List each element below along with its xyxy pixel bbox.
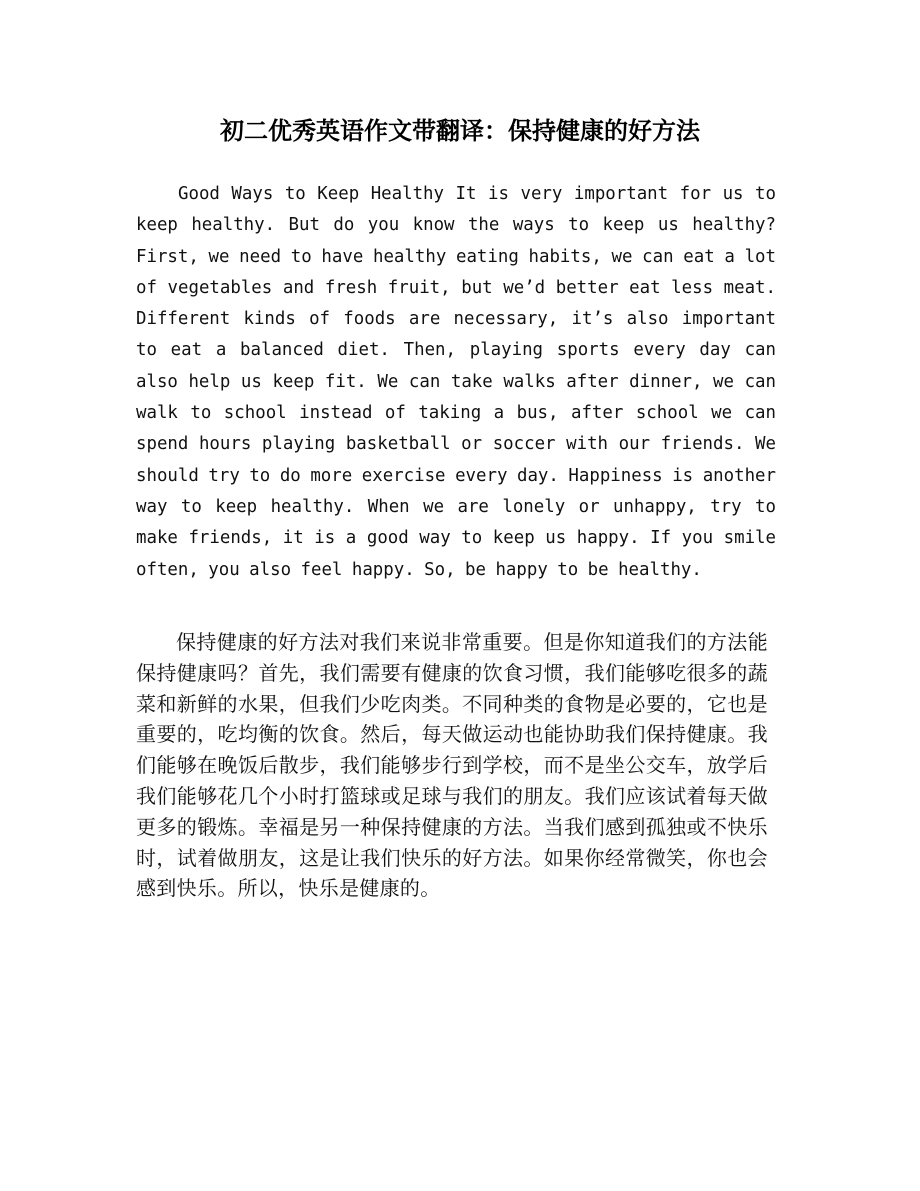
chinese-translation-paragraph: 保持健康的好方法对我们来说非常重要。但是你知道我们的方法能保持健康吗？首先，我们需要有健康的饮食习惯，我们能够吃很多的蔬菜和新鲜的水果，但我们少吃肉类。不同种类的食物是必要的，它也是重要的，吃均衡的饮食。然后，每天做运动也能协助我们保持健康。我们能够在晚饭后散步，我们能够步行到学校，而不是坐公交车，放学后我们能够花几个小时打篮球或足球与我们的朋友。我们应该试着每天做更多的锻炼。幸福是另一种保持健康的方法。当我们感到孤独或不快乐时，试着做朋友，这是让我们快乐的好方法。如果你经常微笑，你也会感到快乐。所以，快乐是健康的。	[136, 630, 768, 901]
document-title: 初二优秀英语作文带翻译：保持健康的好方法	[220, 117, 700, 145]
english-essay-paragraph: Good Ways to Keep Healthy It is very important for us to keep healthy. But do you know the ways to keep us healthy? First, we need to have healthy eating habits, we can eat a lot of vegetables and fresh fruit, but we’d better eat less meat. Different kinds of foods are necessary, it’s also important to eat a balanced diet. Then, playing sports every day can also help us keep fit. We can take walks after dinner, we can walk to school instead of taking a bus, after school we can spend hours playing basketball or soccer with our friends. We should try to do more exercise every day. Happiness is another way to keep healthy. When we are lonely or unhappy, try to make friends, it is a good way to keep us happy. If you smile often, you also feel happy. So, be happy to be healthy.	[136, 184, 776, 580]
